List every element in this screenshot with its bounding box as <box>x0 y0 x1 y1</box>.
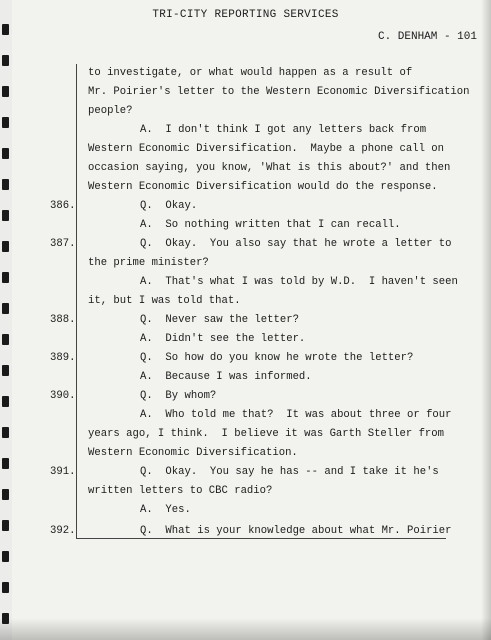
line-text: Western Economic Diversification would do the response. <box>88 181 438 193</box>
line-text: Q. By whom? <box>140 390 217 402</box>
line-text: A. I don't think I got any letters back from <box>140 124 427 136</box>
witness-page-reference: C. DENHAM - 101 <box>377 31 477 43</box>
question-number: 389. <box>50 352 76 364</box>
transcript-line <box>0 257 491 275</box>
transcript-line <box>0 124 491 142</box>
transcript-line <box>0 314 491 332</box>
transcript-line <box>0 200 491 218</box>
transcript-line <box>0 86 491 104</box>
transcript-line <box>0 371 491 389</box>
question-number: 387. <box>50 238 76 250</box>
transcript-line <box>0 238 491 256</box>
line-text: Western Economic Diversification. Maybe a phone call on <box>88 143 445 155</box>
question-number: 391. <box>50 466 76 478</box>
transcript-line <box>0 352 491 370</box>
transcript-line <box>0 181 491 199</box>
question-number: 388. <box>50 314 76 326</box>
question-number: 386. <box>50 200 76 212</box>
question-number: 392. <box>50 525 76 537</box>
line-text: to investigate, or what would happen as a result of <box>88 67 413 79</box>
reporting-service-header: TRI-CITY REPORTING SERVICES <box>152 9 339 21</box>
line-text: occasion saying, you know, 'What is this about?' and then <box>88 162 451 174</box>
transcript-line <box>0 219 491 237</box>
transcript-line <box>0 105 491 123</box>
line-text: years ago, I think. I believe it was Garth Steller from <box>88 428 445 440</box>
line-text: written letters to CBC radio? <box>88 485 273 497</box>
transcript-line <box>0 67 491 85</box>
transcript-line <box>0 504 491 522</box>
binding-hole <box>2 24 9 35</box>
transcript-line <box>0 428 491 446</box>
binding-hole <box>2 582 9 593</box>
line-text: Q. Okay. You say he has -- and I take it he's <box>140 466 439 478</box>
question-number: 390. <box>50 390 76 402</box>
line-text: Western Economic Diversification. <box>88 447 298 459</box>
page-edge-shadow <box>0 618 491 640</box>
transcript-line <box>0 485 491 503</box>
line-text: Q. Okay. You also say that he wrote a letter to <box>140 238 452 250</box>
line-text: A. Yes. <box>140 504 191 516</box>
transcript-line <box>0 143 491 161</box>
line-text: A. Who told me that? It was about three or four <box>140 409 452 421</box>
line-text: A. So nothing written that I can recall. <box>140 219 401 231</box>
line-text: Q. Okay. <box>140 200 198 212</box>
transcript-line <box>0 333 491 351</box>
transcript-line <box>0 409 491 427</box>
line-text: A. Because I was informed. <box>140 371 312 383</box>
page-edge-shadow <box>481 0 491 640</box>
transcript-line <box>0 447 491 465</box>
transcript-line <box>0 162 491 180</box>
line-text: it, but I was told that. <box>88 295 241 307</box>
line-text: A. Didn't see the letter. <box>140 333 306 345</box>
transcript-line <box>0 466 491 484</box>
line-text: people? <box>88 105 133 117</box>
transcript-line <box>0 295 491 313</box>
line-text: Q. What is your knowledge about what Mr. Poirier <box>140 525 452 537</box>
transcript-line <box>0 276 491 294</box>
line-text: Q. So how do you know he wrote the letter? <box>140 352 414 364</box>
line-text: Mr. Poirier's letter to the Western Economic Diversification <box>88 86 470 98</box>
line-text: the prime minister? <box>88 257 209 269</box>
line-text: A. That's what I was told by W.D. I haven't seen <box>140 276 458 288</box>
line-text: Q. Never saw the letter? <box>140 314 299 326</box>
binding-hole <box>2 55 9 66</box>
transcript-line <box>0 525 491 543</box>
transcript-line <box>0 390 491 408</box>
